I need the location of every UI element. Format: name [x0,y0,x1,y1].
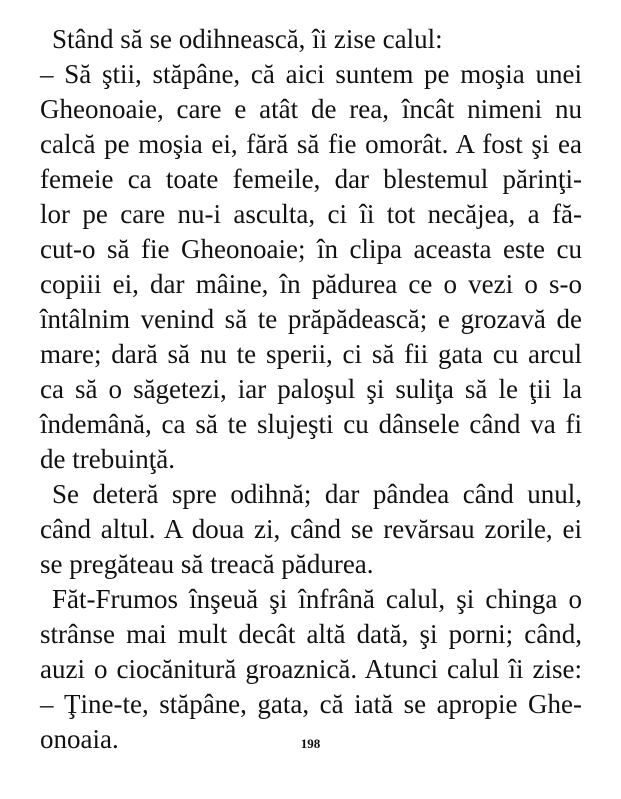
text-line: de trebuinţă. [40,444,175,474]
text-line: când altul. A doua zi, când se revărsau zorile, ei [40,514,582,544]
text-line: ca să o săgetezi, iar paloşul şi suliţa să le ţii la [40,374,582,404]
text-line: strânse mai mult decât altă dată, şi porni; când, [40,619,582,649]
paragraph-1 [40,22,582,57]
paragraph-3 [40,477,582,582]
text-line: lor pe care nu-i asculta, ci îi tot necăjea, a fă- [40,199,582,229]
text-line: – Să ştii, stăpâne, că aici suntem pe moşia unei [40,59,582,89]
text-line: Gheonoaie, care e atât de rea, încât nimeni nu [40,94,582,124]
text-line: Făt-Frumos înşeuă şi înfrână calul, şi chinga o [52,584,582,614]
text-line: onoaia. [40,724,119,754]
text-line: se pregăteau să treacă pădurea. [40,549,374,579]
text-line: Se deteră spre odihnă; dar pândea când unul, [52,479,582,509]
text-line: – Ţine-te, stăpâne, gata, că iată se apropie Ghe- [40,689,582,719]
page-number: 198 [300,736,321,751]
text-line: calcă pe moşia ei, fără să fie omorât. A fost şi ea [40,129,582,159]
text-line: auzi o ciocănitură groaznică. Atunci calul îi zise: [40,654,582,684]
page-body [40,22,582,757]
text-line: întâlnim venind să te prăpădească; e grozavă de [40,304,582,334]
text-line: femeie ca toate femeile, dar blestemul părinţi- [40,164,582,194]
text-line: Stând să se odihnească, îi zise calul: [52,24,443,54]
text-line: cut-o să fie Gheonoaie; în clipa aceasta este cu [40,234,582,264]
text-line: copiii ei, dar mâine, în pădurea ce o vezi o s-o [40,269,582,299]
paragraph-4 [40,582,582,687]
paragraph-2 [40,57,582,477]
text-line: mare; dară să nu te sperii, ci să fii gata cu arcul [40,339,582,369]
text-line: îndemână, ca să te slujeşti cu dânsele când va fi [40,409,582,439]
